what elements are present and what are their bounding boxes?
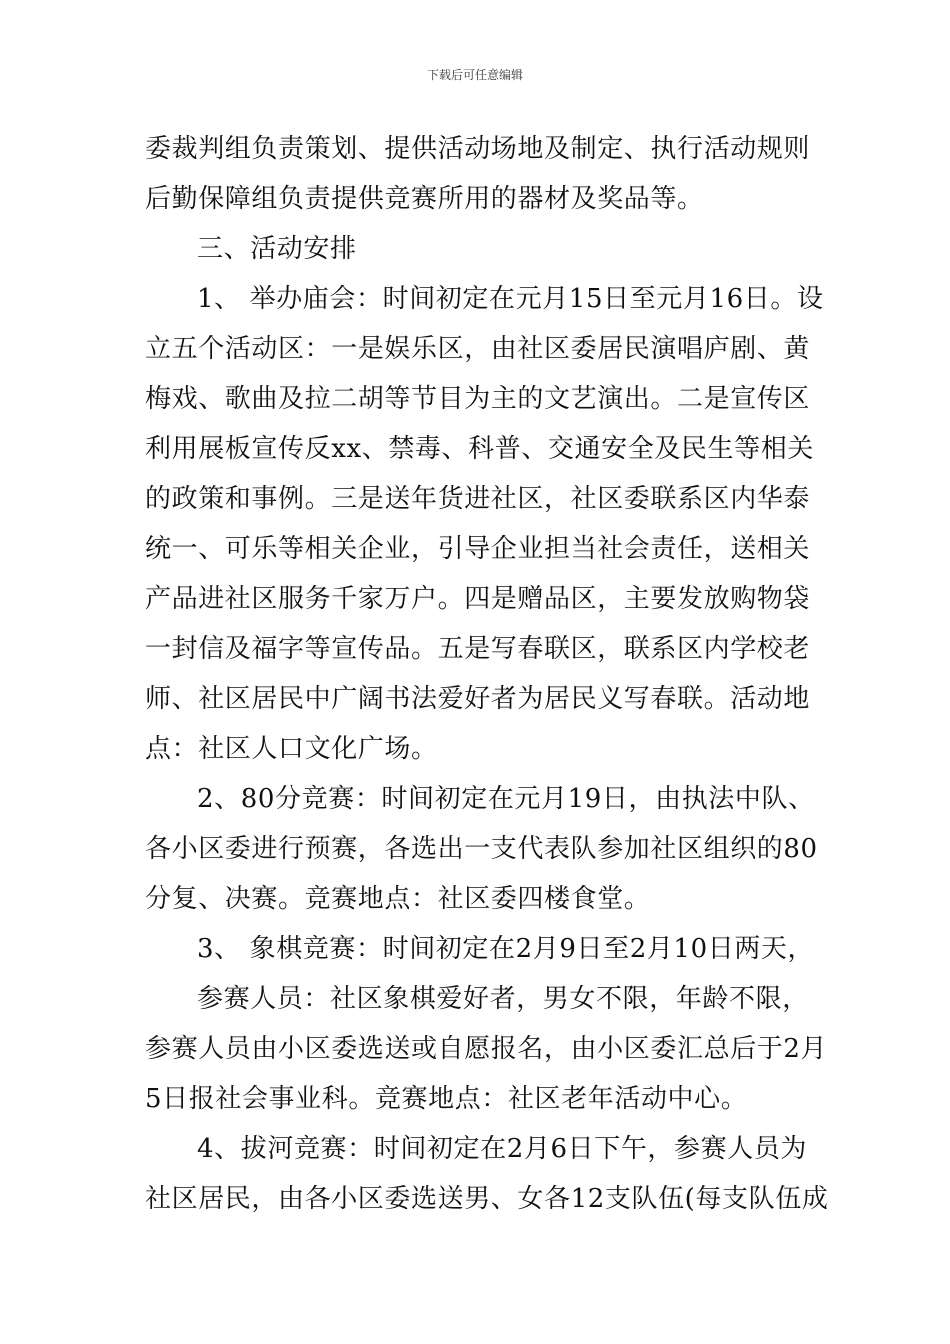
text-line: 分复、决赛。竞赛地点：社区委四楼食堂。 (145, 884, 651, 914)
text-line: 点：社区人口文化广场。 (145, 734, 438, 764)
text-line: 3、 象棋竞赛：时间初定在2月9日至2月10日两天， (197, 934, 815, 964)
text-line: 参赛人员：社区象棋爱好者，男女不限，年龄不限， (197, 984, 809, 1014)
text-line: 一封信及福字等宣传品。五是写春联区，联系区内学校老 (145, 634, 811, 664)
text-line: 4、拔河竞赛：时间初定在2月6日下午，参赛人员为 (197, 1134, 808, 1164)
text-line: 师、社区居民中广阔书法爱好者为居民义写春联。活动地 (145, 684, 811, 714)
text-line: 1、 举办庙会：时间初定在元月15日至元月16日。设 (197, 284, 824, 314)
text-line: 参赛人员由小区委选送或自愿报名，由小区委汇总后于2月 (145, 1034, 828, 1064)
document-body (145, 124, 829, 1224)
text-line: 的政策和事例。三是送年货进社区，社区委联系区内华泰 (145, 484, 811, 514)
text-line: 2、80分竞赛：时间初定在元月19日，由执法中队、 (197, 784, 815, 814)
text-line: 梅戏、歌曲及拉二胡等节目为主的文艺演出。二是宣传区 (145, 384, 811, 414)
page-header: 下载后可任意编辑 (426, 68, 523, 82)
text-line: 委裁判组负责策划、提供活动场地及制定、执行活动规则 (145, 134, 811, 164)
text-line: 5日报社会事业科。竞赛地点：社区老年活动中心。 (145, 1084, 748, 1114)
text-line: 统一、可乐等相关企业，引导企业担当社会责任，送相关 (145, 534, 811, 564)
text-line: 社区居民，由各小区委选送男、女各12支队伍(每支队伍成 (145, 1184, 829, 1214)
text-line: 利用展板宣传反xx、禁毒、科普、交通安全及民生等相关 (145, 434, 814, 464)
text-line: 各小区委进行预赛，各选出一支代表队参加社区组织的80 (145, 834, 818, 864)
text-line: 三、活动安排 (197, 234, 357, 264)
text-line: 立五个活动区：一是娱乐区，由社区委居民演唱庐剧、黄 (145, 334, 811, 364)
text-line: 后勤保障组负责提供竞赛所用的器材及奖品等。 (145, 184, 704, 214)
text-line: 产品进社区服务千家万户。四是赠品区，主要发放购物袋 (145, 584, 811, 614)
